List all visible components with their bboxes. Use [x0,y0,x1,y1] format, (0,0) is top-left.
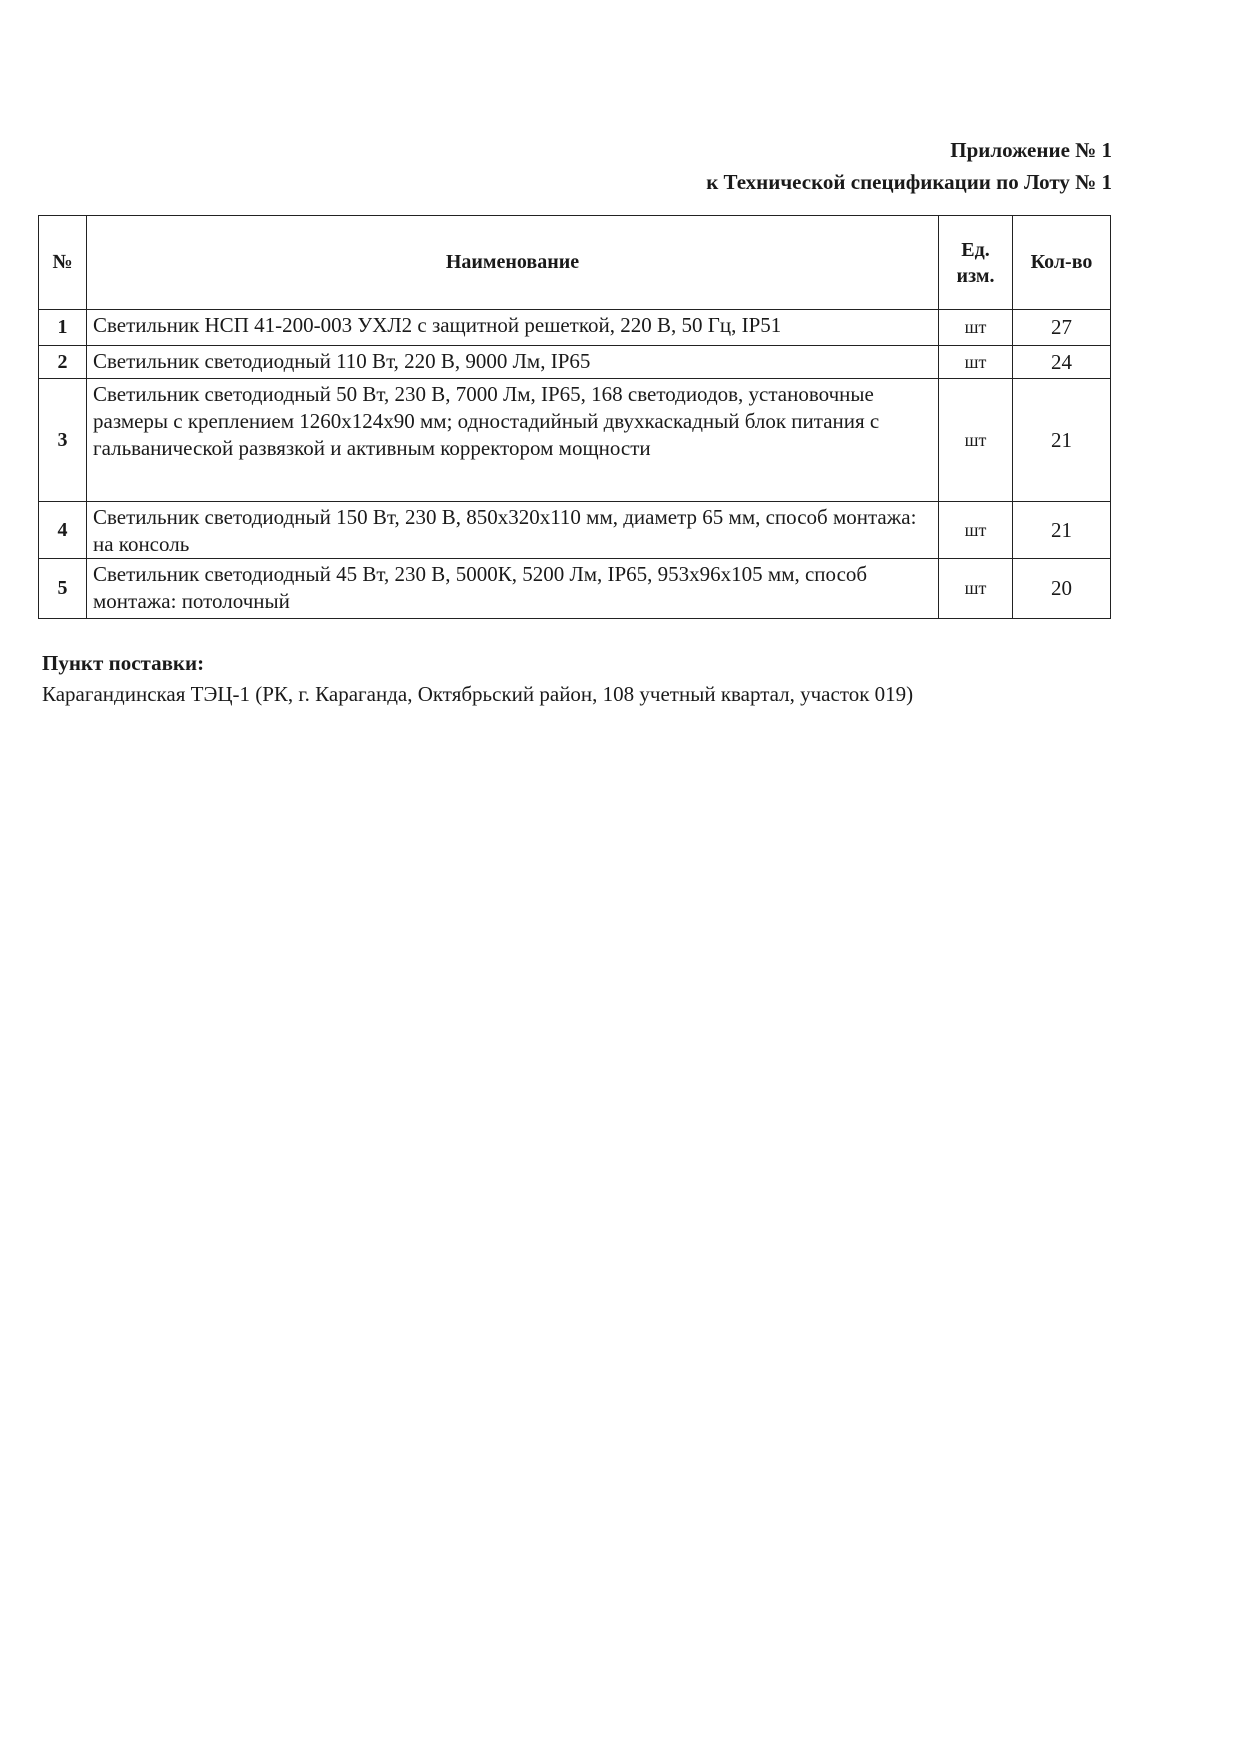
table-row [39,310,1111,346]
row-number: 4 [39,502,87,559]
column-header-unit-line2: изм. [956,264,995,287]
item-unit: шт [939,559,1013,619]
item-quantity: 27 [1013,310,1111,346]
delivery-point-label: Пункт поставки: [42,651,205,675]
column-header-number: № [39,216,87,310]
item-name: Светильник светодиодный 50 Вт, 230 В, 7000 Лм, IP65, 168 светодиодов, установочные размеры с креплением 1260x124x90 мм; одностадийный двухкаскадный блок питания с гальванической развязкой и активным корректором мощности [87,379,939,502]
table-row [39,346,1111,379]
appendix-subtitle: к Технической спецификации по Лоту № 1 [706,170,1112,194]
column-header-unit [939,216,1013,310]
delivery-point-address: Карагандинская ТЭЦ-1 (РК, г. Караганда, Октябрьский район, 108 учетный квартал, участок 019) [42,682,914,706]
item-unit: шт [939,379,1013,502]
column-header-name: Наименование [87,216,939,310]
item-unit: шт [939,346,1013,379]
item-unit: шт [939,310,1013,346]
table-row [39,502,1111,559]
row-number: 5 [39,559,87,619]
table-header-row [39,216,1111,310]
column-header-quantity: Кол-во [1013,216,1111,310]
item-name: Светильник светодиодный 110 Вт, 220 В, 9000 Лм, IP65 [87,346,939,379]
item-quantity: 20 [1013,559,1111,619]
item-quantity: 21 [1013,502,1111,559]
table-row [39,559,1111,619]
appendix-header [706,134,1112,198]
column-header-unit-line1: Ед. [961,238,990,261]
item-unit: шт [939,502,1013,559]
appendix-title: Приложение № 1 [950,138,1112,162]
row-number: 3 [39,379,87,502]
item-quantity: 24 [1013,346,1111,379]
row-number: 2 [39,346,87,379]
table-row [39,379,1111,502]
row-number: 1 [39,310,87,346]
item-name: Светильник светодиодный 150 Вт, 230 В, 850x320x110 мм, диаметр 65 мм, способ монтажа: на консоль [87,502,939,559]
item-quantity: 21 [1013,379,1111,502]
specification-table [38,215,1111,619]
item-name: Светильник НСП 41-200-003 УХЛ2 с защитной решеткой, 220 В, 50 Гц, IP51 [87,310,939,346]
item-name: Светильник светодиодный 45 Вт, 230 В, 5000К, 5200 Лм, IP65, 953x96x105 мм, способ монтажа: потолочный [87,559,939,619]
